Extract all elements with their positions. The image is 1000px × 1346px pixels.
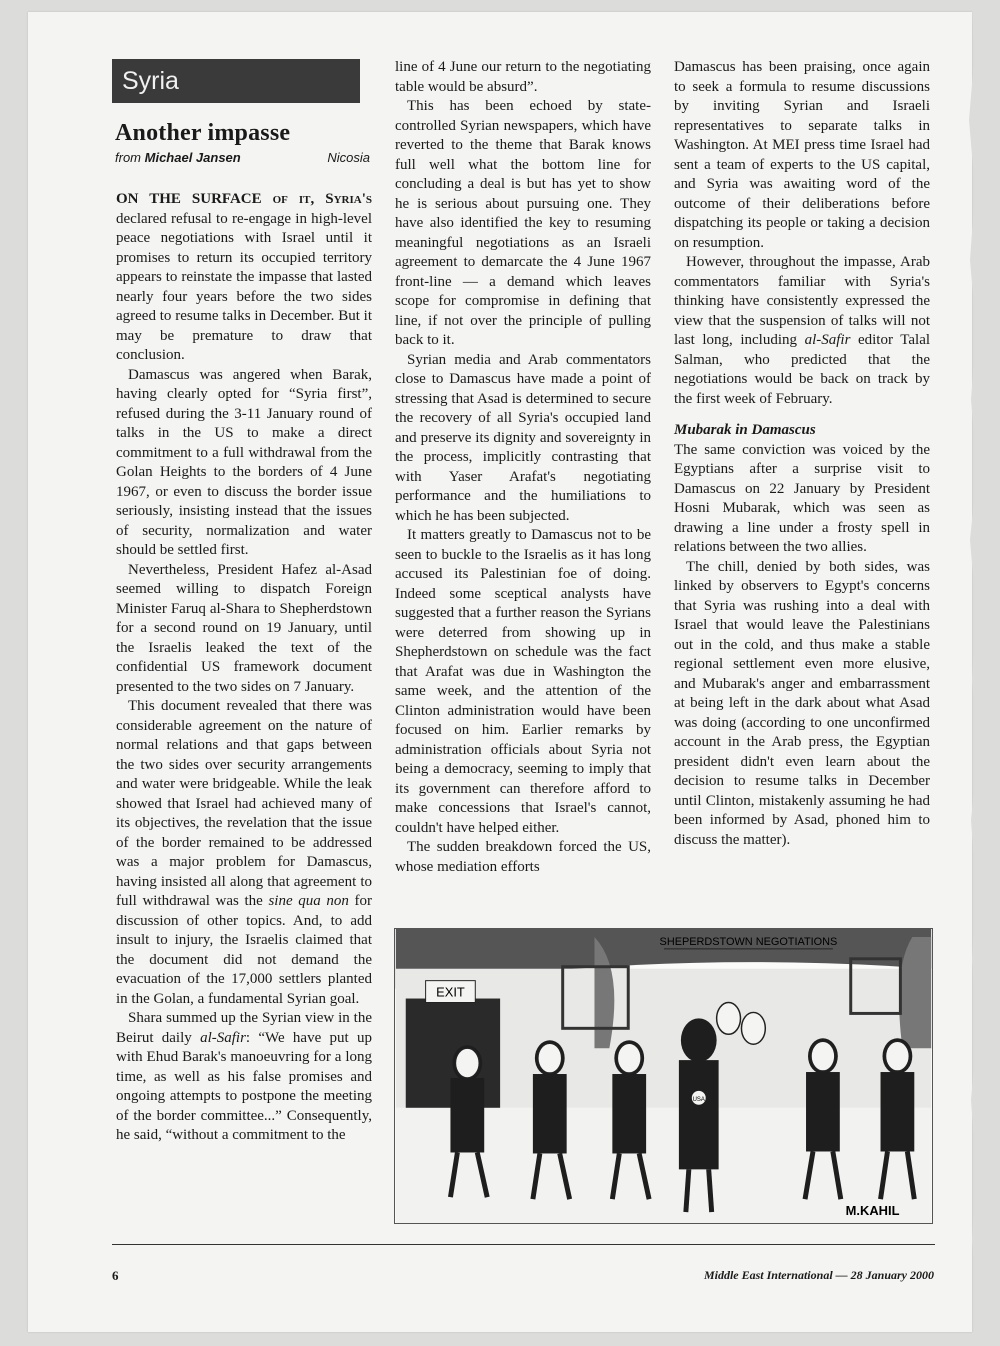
column-1 xyxy=(116,190,372,1146)
paragraph-text: Shara summed up the Syrian view in the Beirut daily xyxy=(116,1010,372,1046)
paragraph: The chill, denied by both sides, was linked by observers to Egypt's concerns that Syria was rushing into a deal with Israel that would leave the Palestinians out in the cold, and thus make a stable regional settlement even more elusive, and Mubarak's anger and embarrassment at being left in the dark about what Asad was doing (according to one unconfirmed account in the Arab press, the Egyptian president didn't even learn about the decision to resume talks in December until Clinton, mistakenly assuming he had been informed by Asad, phoned him to discuss the matter). xyxy=(674,558,930,848)
paragraph: Damascus has been praising, once again to seek a formula to resume discussions by inviting Syrian and Israeli representatives to separate talks in Washington. At MEI press time Israel had sent a team of experts to the US capital, and Syria was awaiting word of the outcome of their deliberations before dispatching its people or taking a decision on resumption. xyxy=(674,59,930,251)
byline xyxy=(115,150,370,165)
cartoonist-signature: M.KAHIL xyxy=(845,1203,900,1219)
exit-sign: EXIT xyxy=(436,984,465,1000)
subheading: Mubarak in Damascus xyxy=(674,422,816,438)
footer-rule xyxy=(112,1244,935,1245)
paragraph: Syrian media and Arab commentators close to Damascus have made a point of stressing that Asad is determined to secure the recovery of all Syria's occupied land and preserve its dignity and sovereignty in the process, implicitly contrasting that with Yaser Arafat's negotiating performance and the humiliations to which he has been subjected. xyxy=(395,351,651,524)
paragraph: The sudden breakdown forced the US, whose mediation efforts xyxy=(395,839,651,875)
paragraph xyxy=(116,190,372,366)
cartoon-drawing xyxy=(395,929,932,1223)
lead-in: ON THE SURFACE of it, Syria's xyxy=(116,191,372,207)
paragraph-text: declared refusal to re-engage in high-level peace negotiations with Israel until it promises to return its occupied territory appears to reinstate the impasse that lasted nearly four years before the two sides agreed to resume talks in December. But it may be premature to draw that conclusion. xyxy=(116,210,372,363)
paragraph: Nevertheless, President Hafez al-Asad seemed willing to dispatch Foreign Minister Faruq al-Shara to Shepherdstown for a second round on 19 January, until the Israelis leaked the text of the confidential US framework document presented to the two sides on 7 January. xyxy=(116,561,372,695)
italic-phrase: sine qua non xyxy=(268,893,349,909)
page-number: 6 xyxy=(112,1268,119,1283)
paragraph: line of 4 June our return to the negotiating table would be absurd”. xyxy=(395,59,651,95)
cartoon-banner: SHEPERDSTOWN NEGOTIATIONS xyxy=(659,935,838,948)
column-3 xyxy=(674,58,930,850)
paragraph: This has been echoed by state-controlled Syrian newspapers, which have reverted to the theme that Barak knows full well what the bottom line for concluding a deal is but has yet to show he is serious about pursuing one. They have also identified the key to resuming meaningful negotiations as an Israeli agreement to demarcate the 4 June 1967 front-line — a demand which leaves scope for compromise in defining that line, if not over the principle of pulling back to it. xyxy=(395,98,651,348)
paragraph: It matters greatly to Damascus not to be seen to buckle to the Israelis as it has long accused its Palestinian foe of doing. Indeed some sceptical analysts have suggested that a further reason the Syrians were deterred from showing up in Shepherdstown on schedule was the fact that Arafat was due in Washington the same week, and the attention of the Clinton administration would have been focused on him. Earlier remarks by administration officials about Syria not being a democracy, seeming to imply that its government can therefore afford to make concessions that Israel's cannot, couldn't have helped either. xyxy=(395,527,651,836)
paragraph: The same conviction was voiced by the Egyptians after a surprise visit to Damascus on 22 January by President Hosni Mubarak, which was seen as drawing a line under a frosty spell in relations between the two allies. xyxy=(674,441,930,555)
publication-footer: Middle East International — 28 January 2000 xyxy=(703,1268,934,1282)
torn-edge xyxy=(960,0,1000,1346)
paragraph xyxy=(116,697,372,1009)
editorial-cartoon xyxy=(394,928,933,1224)
byline-prefix: from xyxy=(115,150,141,165)
column-2 xyxy=(395,58,651,877)
byline-author: Michael Jansen xyxy=(144,150,241,165)
italic-phrase: al-Safir xyxy=(804,332,851,348)
italic-phrase: al-Safir xyxy=(200,1029,246,1046)
article-headline: Another impasse xyxy=(115,120,291,146)
paragraph-text: This document revealed that there was considerable agreement on the nature of normal relations and that gaps between the two sides over security arrangements and water were bridgeable. While the leak showed that Israel had achieved many of its objectives, the revelation that the issue of the border remained to be addressed was a major problem for Damascus, having insisted all along that agreement to full withdrawal was the xyxy=(116,698,372,909)
section-label: Syria xyxy=(112,59,360,103)
paragraph-text: However, throughout the impasse, Arab commentators familiar with Syria's thinking have consistently expressed the view that the suspension of talks will not last long, including xyxy=(674,254,930,348)
paragraph-text: for discussion of other topics. And, to add insult to injury, the Israelis claimed that the document did not demand the evacuation of the 17,000 settlers planted in the Golan, a fundamental Syrian goal. xyxy=(116,893,373,1007)
paragraph xyxy=(116,1009,372,1146)
byline-place: Nicosia xyxy=(327,150,370,165)
paragraph-text: editor Talal Salman, who predicted that the negotiations would be back on track by the first week of February. xyxy=(674,332,931,407)
paragraph xyxy=(674,253,930,409)
paragraph: Damascus was angered when Barak, having clearly opted for “Syria first”, refused during the 3-11 January round of talks in the US to make a direct commitment to a full withdrawal from the Golan Heights to the borders of 4 June 1967, or even to discuss the border issue seriously, insisting instead that the issues of security, normalization and water should be settled first. xyxy=(116,366,372,558)
paragraph-text: : “We have put up with Ehud Barak's manoeuvring for a long time, as well as his false promises and ongoing attempts to postpone the meeting of the border committee...” Consequently, he said, “without a commitment to the xyxy=(116,1029,372,1143)
usa-badge: USA xyxy=(692,1096,705,1103)
